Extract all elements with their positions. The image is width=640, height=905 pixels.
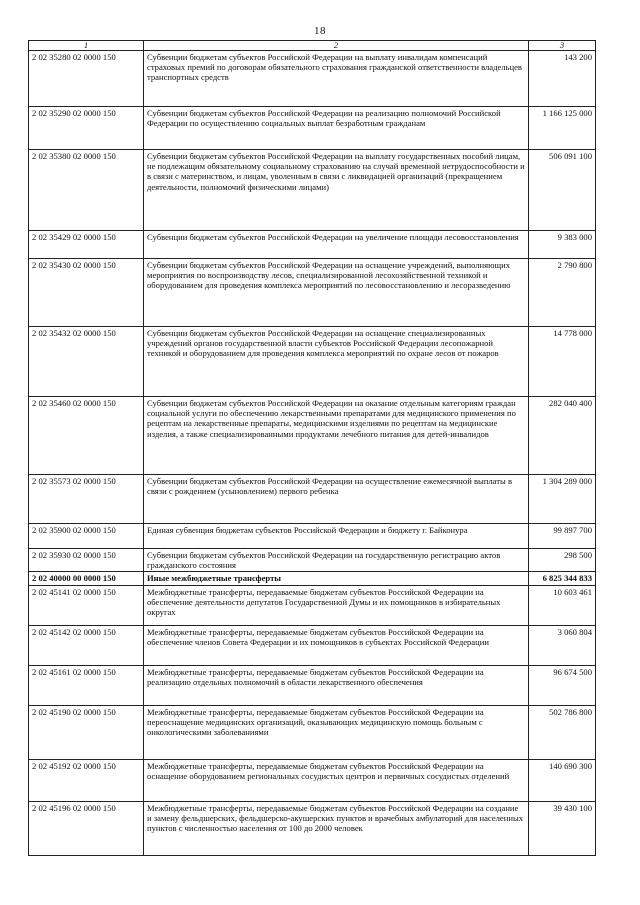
row-code: 2 02 45190 02 0000 150 bbox=[29, 705, 144, 759]
table-row bbox=[29, 475, 596, 524]
row-description: Единая субвенция бюджетам субъектов Российской Федерации и бюджету г. Байконура bbox=[144, 524, 529, 549]
row-description: Субвенции бюджетам субъектов Российской Федерации на выплату инвалидам компенсаций страховых премий по договорам обязательного страхования гражданской ответственности владельцев транспортных средств bbox=[144, 51, 529, 107]
row-description: Субвенции бюджетам субъектов Российской Федерации на выплату государственных пособий лицам, не подлежащим обязательному социальному страхованию на случай временной нетрудоспособности и в связи с материнством, и лицам, уволенным в связи с ликвидацией организаций (прекращением деятельности, полномочий физическими лицами) bbox=[144, 150, 529, 231]
row-code: 2 02 45141 02 0000 150 bbox=[29, 585, 144, 625]
row-code: 2 02 45142 02 0000 150 bbox=[29, 625, 144, 665]
row-code: 2 02 35430 02 0000 150 bbox=[29, 259, 144, 327]
row-description: Межбюджетные трансферты, передаваемые бюджетам субъектов Российской Федерации на переоснащение медицинских организаций, оказывающих медицинскую помощь больным с онкологическими заболеваниями bbox=[144, 705, 529, 759]
row-description: Межбюджетные трансферты, передаваемые бюджетам субъектов Российской Федерации на обеспечение членов Совета Федерации и их помощников в субъектах Российской Федерации bbox=[144, 625, 529, 665]
column-number-3: 3 bbox=[529, 41, 596, 51]
row-code: 2 02 45196 02 0000 150 bbox=[29, 801, 144, 855]
row-amount: 39 430 100 bbox=[529, 801, 596, 855]
row-amount: 96 674 500 bbox=[529, 665, 596, 705]
table-row bbox=[29, 585, 596, 625]
table-row bbox=[29, 665, 596, 705]
column-numbers-row bbox=[29, 41, 596, 51]
row-code: 2 02 45192 02 0000 150 bbox=[29, 759, 144, 801]
row-amount: 298 500 bbox=[529, 549, 596, 572]
column-number-1: 1 bbox=[29, 41, 144, 51]
row-amount: 3 060 804 bbox=[529, 625, 596, 665]
column-number-2: 2 bbox=[144, 41, 529, 51]
row-amount: 10 603 461 bbox=[529, 585, 596, 625]
page-number: 18 bbox=[314, 25, 326, 37]
row-code: 2 02 35380 02 0000 150 bbox=[29, 150, 144, 231]
row-description: Субвенции бюджетам субъектов Российской Федерации на оснащение учреждений, выполняющих мероприятия по воспроизводству лесов, специализированной лесохозяйственной техникой и оборудованием для проведения комплекса мероприятий по лесовосстановлению и лесоразведению bbox=[144, 259, 529, 327]
table-row bbox=[29, 51, 596, 107]
row-code: 2 02 35280 02 0000 150 bbox=[29, 51, 144, 107]
row-amount: 1 304 289 000 bbox=[529, 475, 596, 524]
row-amount: 9 383 000 bbox=[529, 231, 596, 259]
row-amount: 143 200 bbox=[529, 51, 596, 107]
table-row bbox=[29, 327, 596, 397]
table-row bbox=[29, 625, 596, 665]
row-amount: 14 778 000 bbox=[529, 327, 596, 397]
row-amount: 282 040 400 bbox=[529, 397, 596, 475]
table-row bbox=[29, 759, 596, 801]
table-row bbox=[29, 397, 596, 475]
table-row bbox=[29, 572, 596, 585]
row-code: 2 02 35900 02 0000 150 bbox=[29, 524, 144, 549]
row-description: Субвенции бюджетам субъектов Российской Федерации на оснащение специализированных учреждений органов государственной власти субъектов Российской Федерации лесопожарной техникой и оборудованием для проведения комплекса мероприятий по охране лесов от пожаров bbox=[144, 327, 529, 397]
row-code: 2 02 35429 02 0000 150 bbox=[29, 231, 144, 259]
table-row bbox=[29, 107, 596, 150]
row-description: Субвенции бюджетам субъектов Российской Федерации на оказание отдельным категориям граждан социальной услуги по обеспечению лекарственными препаратами для медицинского применения по рецептам на лекарственные препараты, медицинскими изделиями по рецептам на медицинские изделия, а также специализированными продуктами лечебного питания для детей-инвалидов bbox=[144, 397, 529, 475]
row-description: Иные межбюджетные трансферты bbox=[144, 572, 529, 585]
row-description: Межбюджетные трансферты, передаваемые бюджетам субъектов Российской Федерации на реализацию отдельных полномочий в области лекарственного обеспечения bbox=[144, 665, 529, 705]
row-code: 2 02 35290 02 0000 150 bbox=[29, 107, 144, 150]
row-code: 2 02 40000 00 0000 150 bbox=[29, 572, 144, 585]
row-description: Субвенции бюджетам субъектов Российской Федерации на осуществление ежемесячной выплаты в связи с рождением (усыновлением) первого ребенка bbox=[144, 475, 529, 524]
row-description: Межбюджетные трансферты, передаваемые бюджетам субъектов Российской Федерации на обеспечение деятельности депутатов Государственной Думы и их помощников в избирательных округах bbox=[144, 585, 529, 625]
row-amount: 6 825 344 833 bbox=[529, 572, 596, 585]
table-row bbox=[29, 801, 596, 855]
row-code: 2 02 35573 02 0000 150 bbox=[29, 475, 144, 524]
row-amount: 502 786 800 bbox=[529, 705, 596, 759]
row-description: Межбюджетные трансферты, передаваемые бюджетам субъектов Российской Федерации на создание и замену фельдшерских, фельдшерско-акушерских пунктов и врачебных амбулаторий для населенных пунктов с численностью населения от 100 до 2000 человек bbox=[144, 801, 529, 855]
row-code: 2 02 35930 02 0000 150 bbox=[29, 549, 144, 572]
table-row bbox=[29, 150, 596, 231]
table-row bbox=[29, 705, 596, 759]
row-amount: 1 166 125 000 bbox=[529, 107, 596, 150]
row-amount: 99 897 700 bbox=[529, 524, 596, 549]
row-description: Субвенции бюджетам субъектов Российской Федерации на реализацию полномочий Российской Федерации по осуществлению социальных выплат безработным гражданам bbox=[144, 107, 529, 150]
row-description: Межбюджетные трансферты, передаваемые бюджетам субъектов Российской Федерации на оснащение оборудованием региональных сосудистых центров и первичных сосудистых отделений bbox=[144, 759, 529, 801]
row-code: 2 02 45161 02 0000 150 bbox=[29, 665, 144, 705]
table-row bbox=[29, 549, 596, 572]
row-code: 2 02 35460 02 0000 150 bbox=[29, 397, 144, 475]
table-row bbox=[29, 524, 596, 549]
budget-table bbox=[28, 40, 596, 856]
row-description: Субвенции бюджетам субъектов Российской Федерации на увеличение площади лесовосстановления bbox=[144, 231, 529, 259]
row-description: Субвенции бюджетам субъектов Российской Федерации на государственную регистрацию актов гражданского состояния bbox=[144, 549, 529, 572]
table-row bbox=[29, 259, 596, 327]
row-amount: 2 790 800 bbox=[529, 259, 596, 327]
row-amount: 140 690 300 bbox=[529, 759, 596, 801]
row-code: 2 02 35432 02 0000 150 bbox=[29, 327, 144, 397]
table-row bbox=[29, 231, 596, 259]
row-amount: 506 091 100 bbox=[529, 150, 596, 231]
